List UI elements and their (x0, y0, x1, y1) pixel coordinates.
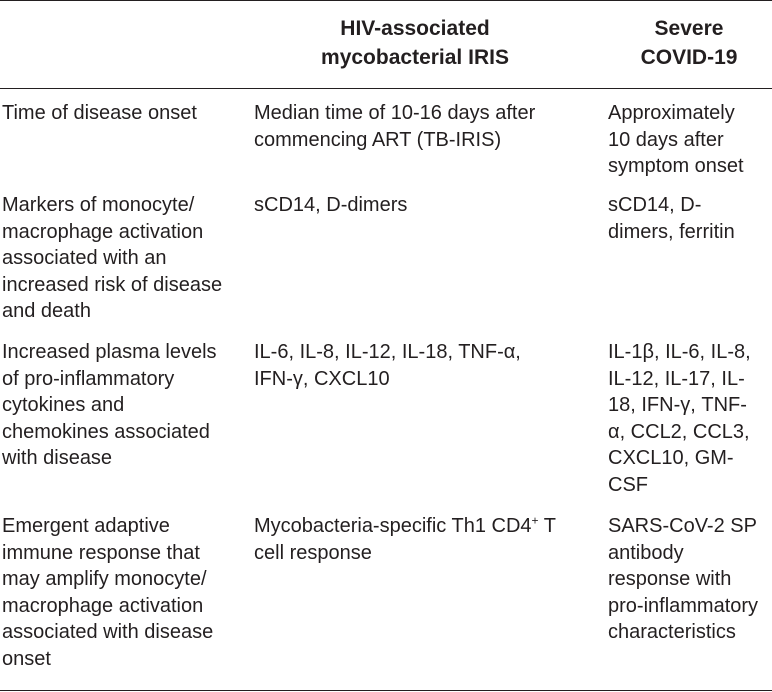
row-4-iris-text-a: Mycobacteria-specific Th1 CD4 (254, 515, 532, 537)
row-1-covid: Approximately 10 days after symptom onset (608, 102, 744, 177)
row-1-feature: Time of disease onset (2, 102, 197, 124)
row-4-covid: SARS-CoV-2 SP antibody response with pro-inflammatory characteristics (608, 515, 759, 643)
row-4-iris-text-b: T cell response (254, 515, 556, 564)
table-top-rule (0, 0, 772, 1)
row-4-feature: Emergent adaptive immune response that may amplify monocyte/ macrophage activation associated with disease onset (2, 515, 214, 670)
header-hiv-iris: HIV-associated mycobacterial IRIS (321, 17, 509, 69)
row-2-covid: sCD14, D- dimers, ferritin (608, 194, 735, 243)
header-severe-covid: Severe COVID-19 (640, 17, 738, 69)
header-rule (0, 88, 772, 89)
table-bottom-rule (0, 690, 772, 691)
row-4-iris-superscript: + (531, 513, 539, 528)
row-3-covid: IL-1β, IL-6, IL-8, IL-12, IL-17, IL- 18, IFN-γ, TNF- α, CCL2, CCL3, CXCL10, GM- CSF (608, 341, 751, 496)
row-2-iris: sCD14, D-dimers (254, 194, 408, 216)
row-4-iris (254, 513, 594, 566)
row-2-feature: Markers of monocyte/ macrophage activation associated with an increased risk of disease and death (2, 194, 223, 322)
row-3-feature: Increased plasma levels of pro-inflammatory cytokines and chemokines associated with disease (2, 341, 217, 469)
row-1-iris: Median time of 10-16 days after commencing ART (TB-IRIS) (254, 102, 536, 151)
row-3-iris: IL-6, IL-8, IL-12, IL-18, TNF-α, IFN-γ, CXCL10 (254, 341, 521, 390)
